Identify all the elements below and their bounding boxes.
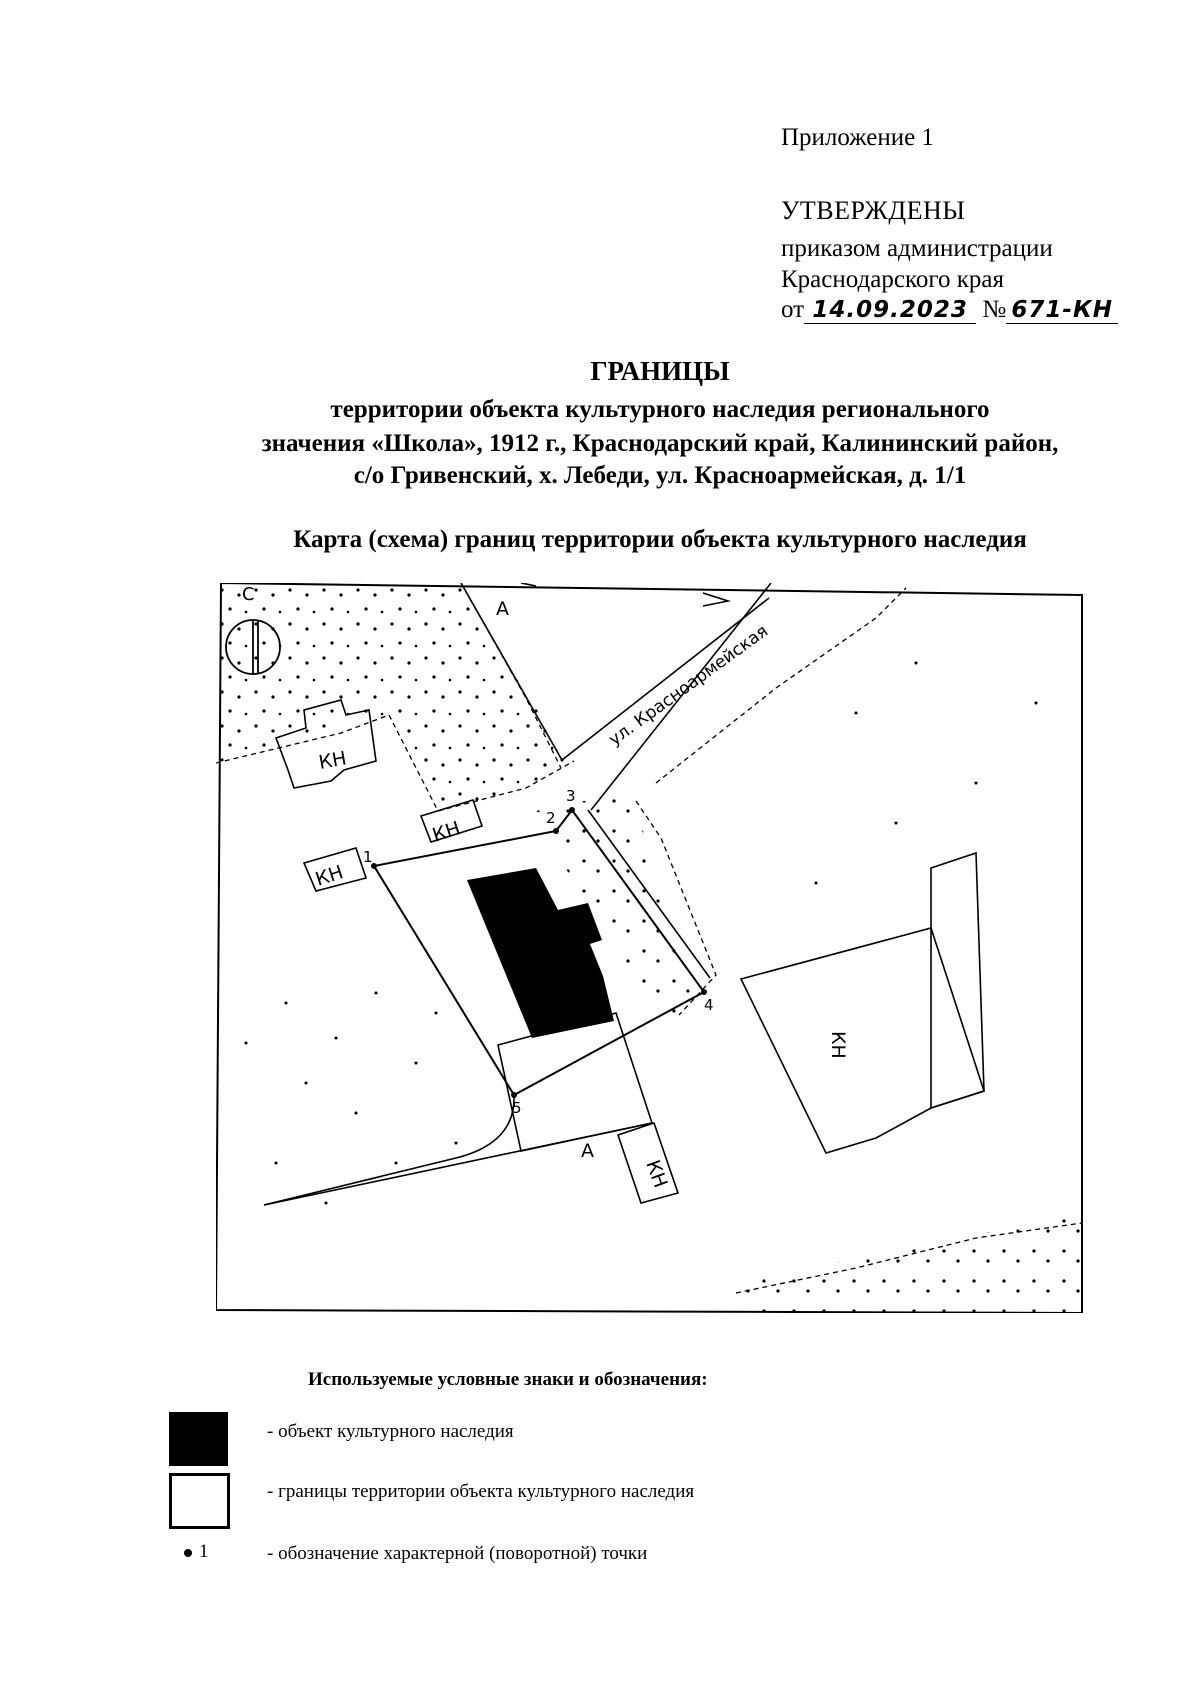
vegetation-area-southeast xyxy=(736,1213,1083,1313)
number-prefix: № xyxy=(982,296,1007,323)
kn-label-1: КН xyxy=(317,747,349,774)
title-line-1: территории объекта культурного наследия регионального xyxy=(330,396,990,423)
legend-title: Используемые условные знаки и обозначения: xyxy=(308,1369,708,1390)
legend-point-sample: 1 xyxy=(199,1541,209,1562)
legend-point-label: - обозначение характерной (поворотной) точки xyxy=(267,1543,648,1564)
kn-label-4: КН xyxy=(827,1031,849,1059)
small-parcel-north xyxy=(703,593,728,606)
kn-building-4-wing xyxy=(931,853,984,1108)
street-label: ул. Красноармейская xyxy=(605,621,773,751)
turning-point-2 xyxy=(553,828,559,834)
date-prefix: от xyxy=(781,296,805,323)
turning-point-label-2: 2 xyxy=(546,809,556,827)
approval-authority-line1: приказом администрации xyxy=(781,235,1053,262)
turning-point-label-5: 5 xyxy=(512,1099,522,1117)
parcel-a-north-edge xyxy=(521,583,536,586)
kn-label-3: КН xyxy=(312,861,346,891)
parcel-label-a-south: А xyxy=(581,1140,594,1162)
legend-heritage-symbol xyxy=(169,1412,228,1466)
road-curve xyxy=(264,1095,514,1205)
point-dot-icon xyxy=(184,1549,192,1557)
turning-point-label-4: 4 xyxy=(704,996,714,1014)
order-date: 14.09.2023 xyxy=(804,297,976,324)
turning-point-3 xyxy=(569,807,575,813)
turning-point-5 xyxy=(511,1092,517,1098)
map-caption: Карта (схема) границ территории объекта культурного наследия xyxy=(293,526,1027,553)
vegetation-area-northwest xyxy=(216,583,574,811)
kn-label-2: КН xyxy=(429,817,463,847)
title-line-3: с/о Гривенский, х. Лебеди, ул. Красноармейская, д. 1/1 xyxy=(353,462,967,489)
document-title: ГРАНИЦЫ xyxy=(590,356,730,386)
site-map xyxy=(216,583,1086,1313)
turning-point-4 xyxy=(701,989,707,995)
order-date-number xyxy=(781,296,1118,324)
legend-point-symbol xyxy=(184,1541,209,1563)
legend-territory-symbol xyxy=(169,1473,230,1529)
approval-heading: УТВЕРЖДЕНЫ xyxy=(781,196,966,225)
kn-building-4 xyxy=(741,928,984,1153)
turning-point-label-3: 3 xyxy=(566,787,576,805)
approval-authority-line2: Краснодарского края xyxy=(781,266,1004,293)
turning-point-label-1: 1 xyxy=(363,848,373,866)
kn-label-5: КН xyxy=(641,1157,672,1191)
order-number: 671-КН xyxy=(1006,297,1118,324)
legend-heritage-label: - объект культурного наследия xyxy=(267,1421,514,1442)
north-label: С xyxy=(242,584,255,605)
parcel-label-a-north: А xyxy=(496,598,509,620)
appendix-label: Приложение 1 xyxy=(781,124,934,151)
title-line-2: значения «Школа», 1912 г., Краснодарский край, Калининский район, xyxy=(261,430,1059,457)
legend-territory-label: - границы территории объекта культурного наследия xyxy=(267,1481,695,1502)
